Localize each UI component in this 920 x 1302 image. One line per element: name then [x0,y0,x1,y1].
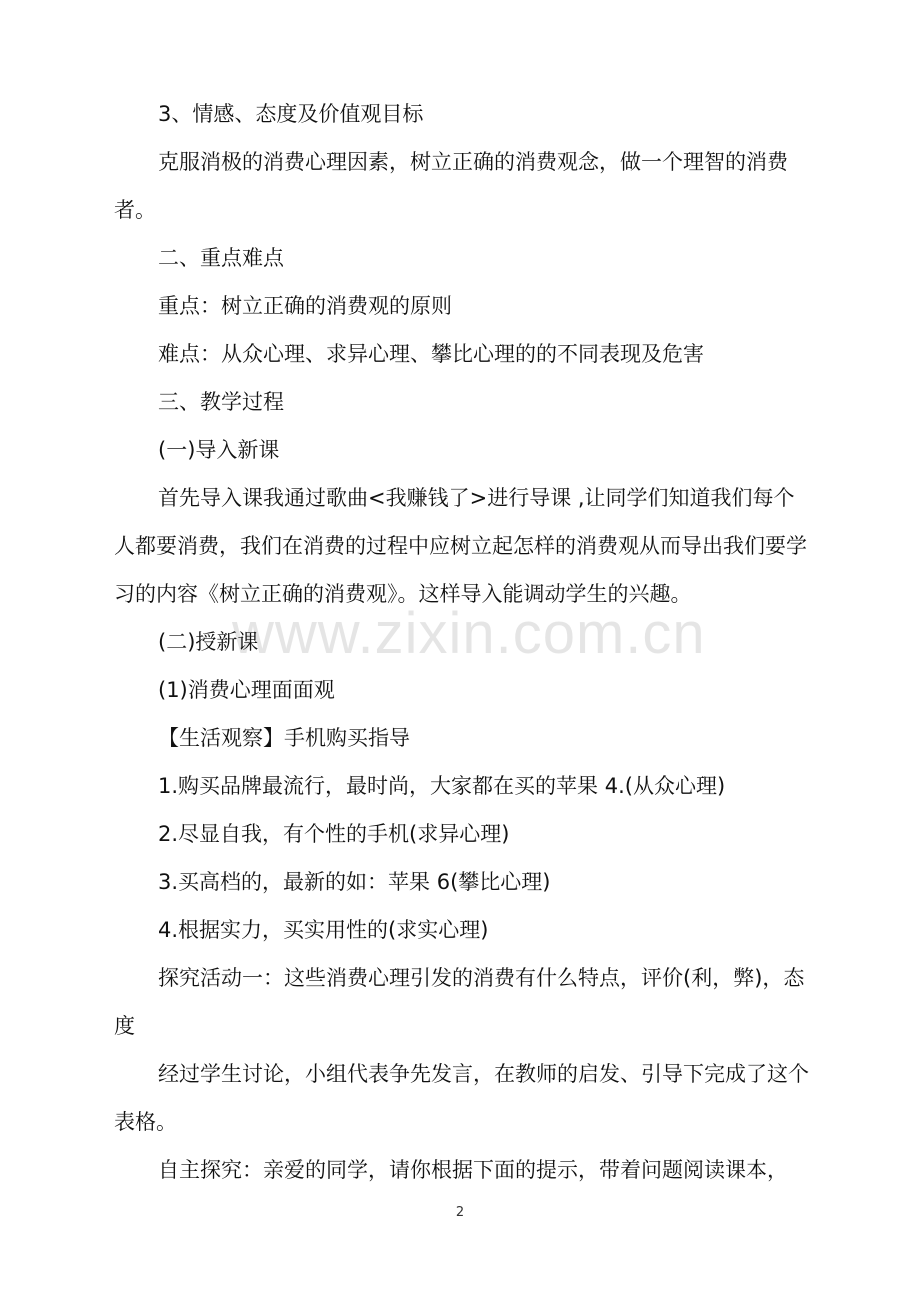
paragraph-teaching-process-heading: 三、教学过程 [158,390,284,414]
paragraph-intro-heading: (一)导入新课 [158,438,280,462]
paragraph-self-inquiry: 自主探究：亲爱的同学，请你根据下面的提示，带着问题阅读课本， [158,1158,788,1182]
paragraph-item-3: 3.买高档的，最新的如：苹果 6(攀比心理) [158,870,551,894]
paragraph-discussion: 经过学生讨论，小组代表争先发言，在教师的启发、引导下完成了这个表格。 [114,1062,809,1134]
paragraph-section-3-heading: 3、情感、态度及价值观目标 [158,102,424,126]
paragraph-item-1: 1.购买品牌最流行，最时尚，大家都在买的苹果 4.(从众心理) [158,774,726,798]
paragraph-intro-body: 首先导入课我通过歌曲<我赚钱了>进行导课 ,让同学们知道我们每个人都要消费，我们在消费的过程中应树立起怎样的消费观从而导出我们要学习的内容《树立正确的消费观》。这样导入能调动学生的兴趣。 [114,486,807,606]
watermark: www.zixin.com.cn [232,601,706,666]
page-number: 2 [455,1205,465,1220]
paragraph-key-points-heading: 二、重点难点 [158,246,284,270]
paragraph-item-2: 2.尽显自我，有个性的手机(求异心理) [158,822,510,846]
paragraph-life-observation: 【生活观察】手机购买指导 [158,726,410,750]
paragraph-difficulty: 难点：从众心理、求异心理、攀比心理的的不同表现及危害 [158,342,704,366]
paragraph-key-point: 重点：树立正确的消费观的原则 [158,294,452,318]
paragraph-new-lesson-heading: (二)授新课 [158,630,259,654]
paragraph-inquiry-activity: 探究活动一：这些消费心理引发的消费有什么特点，评价(利，弊)，态度 [114,966,805,1038]
paragraph-item-4: 4.根据实力，买实用性的(求实心理) [158,918,489,942]
paragraph-objective: 克服消极的消费心理因素，树立正确的消费观念，做一个理智的消费者。 [114,150,788,222]
paragraph-consumer-psychology-heading: (1)消费心理面面观 [158,678,335,702]
